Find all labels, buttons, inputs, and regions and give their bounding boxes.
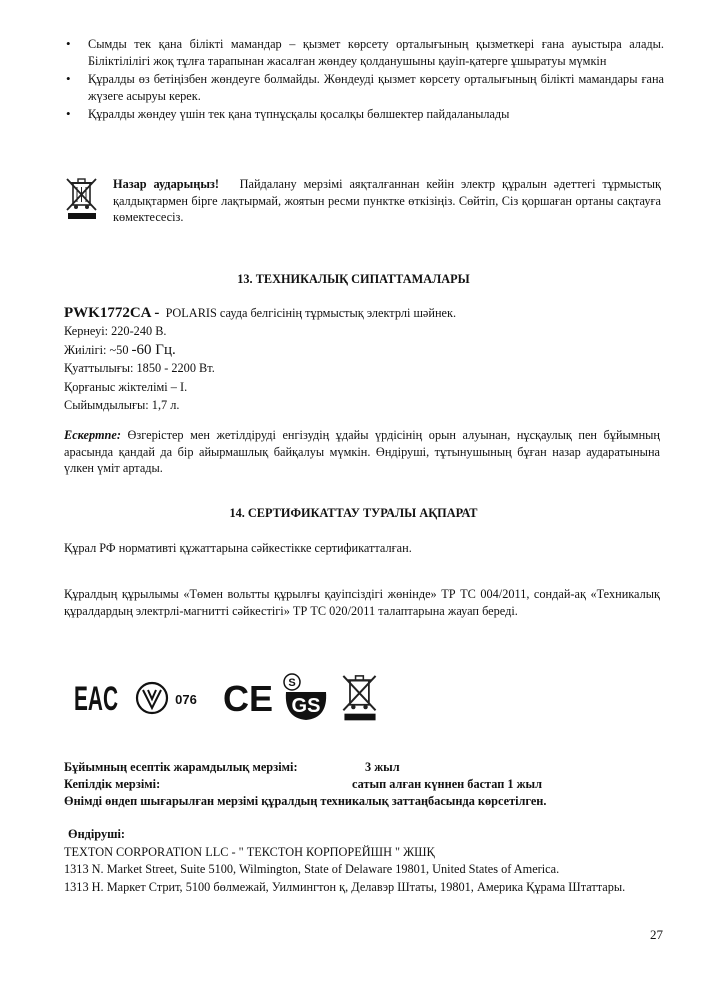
model-number: PWK1772CA - xyxy=(64,305,160,321)
note-text: Өзгерістер мен жетілдіруді енгізудің ұдайы үрдісінің орын алуынан, нұсқаулық пен бұйымның арасында қандай да бір айырмашлық байқалуы мүмкін. Өндіруші, тұтынушының бұған назар аударатынына үлкен үміт артады. xyxy=(64,428,660,475)
manufacturer-address-kz: 1313 Н. Маркет Стрит, 5100 бөлмежай, Уилмингтон қ, Делавэр Штаты, 19801, Америка Құрама Штаттары. xyxy=(64,879,626,894)
frequency-value: -60 Гц. xyxy=(131,341,176,358)
weee-bin-icon xyxy=(64,176,100,220)
service-life-value: 3 жыл xyxy=(365,760,400,774)
frequency-prefix: Жиілігі: ~50 xyxy=(64,342,132,357)
certification-logos xyxy=(72,672,392,724)
model-description: POLARIS сауда белгісінің тұрмыстық электрлі шәйнек. xyxy=(165,306,457,320)
manufacturer-label: Өндіруші: xyxy=(68,827,126,841)
eac-logo xyxy=(72,680,120,716)
production-date-note: Өнімді өндеп шығарылған мерзімі құралдың техникалық заттаңбасында көрсетілген. xyxy=(64,794,547,808)
spec-capacity: Сыйымдылығы: 1,7 л. xyxy=(64,398,180,412)
notice-title: Назар аударыңыз! xyxy=(113,177,219,191)
spec-voltage: Кернеуі: 220-240 В. xyxy=(64,324,167,338)
warranty-value: сатып алған күннен бастап 1 жыл xyxy=(352,777,543,791)
manufacturer-address-en: 1313 N. Market Street, Suite 5100, Wilmington, State of Delaware 19801, United States of America. xyxy=(64,862,560,876)
note-label: Ескертпе: xyxy=(64,428,121,442)
list-item: • Құралды өз бетіңізбен жөндеуге болмайды. Жөндеуді қызмет көрсету орталығының білікті мамандары ғана жүзеге асыруы керек. xyxy=(64,71,664,104)
model-line xyxy=(64,305,456,322)
change-note xyxy=(64,427,660,477)
spec-frequency xyxy=(64,341,215,360)
eac-text: EAC xyxy=(74,680,118,718)
ce-text: CE xyxy=(222,678,274,719)
gs-logo xyxy=(280,672,332,724)
cert-paragraph-2: Құралдың құрылымы «Төмен вольтты құрылғы қауіпсіздігі жөнінде» ТР ТС 004/2011, сондай-ақ «Техникалық құралдардың электрлі-магнитті сәйкестігі» ТР ТС 020/2011 талаптарына жауап береді. xyxy=(64,587,660,618)
warranty-label: Кепілдік мерзімі: xyxy=(64,777,161,791)
cert-paragraph-1: Құрал РФ нормативті құжаттарына сәйкестікке сертификатталған. xyxy=(64,541,412,555)
gs-text: GS xyxy=(291,695,321,717)
ce-logo xyxy=(218,678,278,719)
manufacturer-block xyxy=(64,826,674,896)
certification-code: 076 xyxy=(175,692,197,707)
section-14-heading: 14. СЕРТИФИКАТТАУ ТУРАЛЫ АҚПАРАТ xyxy=(229,506,478,520)
spec-protection: Қорғаныс жіктелімі – I. xyxy=(64,379,188,394)
s-mark-text: S xyxy=(288,677,296,689)
list-item: • Сымды тек қана білікті мамандар – қызмет көрсету орталығының қызметкері ғана ауыстыра алады. Біліктілілігі жоқ тұлға тарапынан жасалған жөндеу қолданушыны қауіп-қатерге ұшыратуы мүмкін xyxy=(64,36,664,69)
specs xyxy=(64,322,215,415)
section-13-heading: 13. ТЕХНИКАЛЫҚ СИПАТТАМАЛАРЫ xyxy=(237,272,470,286)
disposal-notice xyxy=(113,176,661,226)
instructions-list xyxy=(64,36,664,125)
weee-logo-icon xyxy=(340,672,380,722)
service-life-label: Бұйымның есептік жарамдылық мерзімі: xyxy=(64,760,298,774)
page-number: 27 xyxy=(650,927,663,942)
list-item: • Құралды жөндеу үшін тек қана түпнұсқалы қосалқы бөлшектер пайдаланылады xyxy=(64,106,664,123)
spec-power: Қуаттылығы: 1850 - 2200 Вт. xyxy=(64,361,215,375)
ukraine-mark-logo xyxy=(134,678,214,718)
manufacturer-name: TEXTON CORPORATION LLC - " ТЕКСТОН КОРПОРЕЙШН " ЖШҚ xyxy=(64,844,435,859)
notice-text: Пайдалану мерзімі аяқталғаннан кейін электр құралын әдеттегі тұрмыстық қалдықтармен бірге лақтырмай, жоятын ресми пунктке өткізіңіз. Сөйтіп, Сіз қоршаған ортаны сақтауға көмектесесіз. xyxy=(113,177,661,224)
